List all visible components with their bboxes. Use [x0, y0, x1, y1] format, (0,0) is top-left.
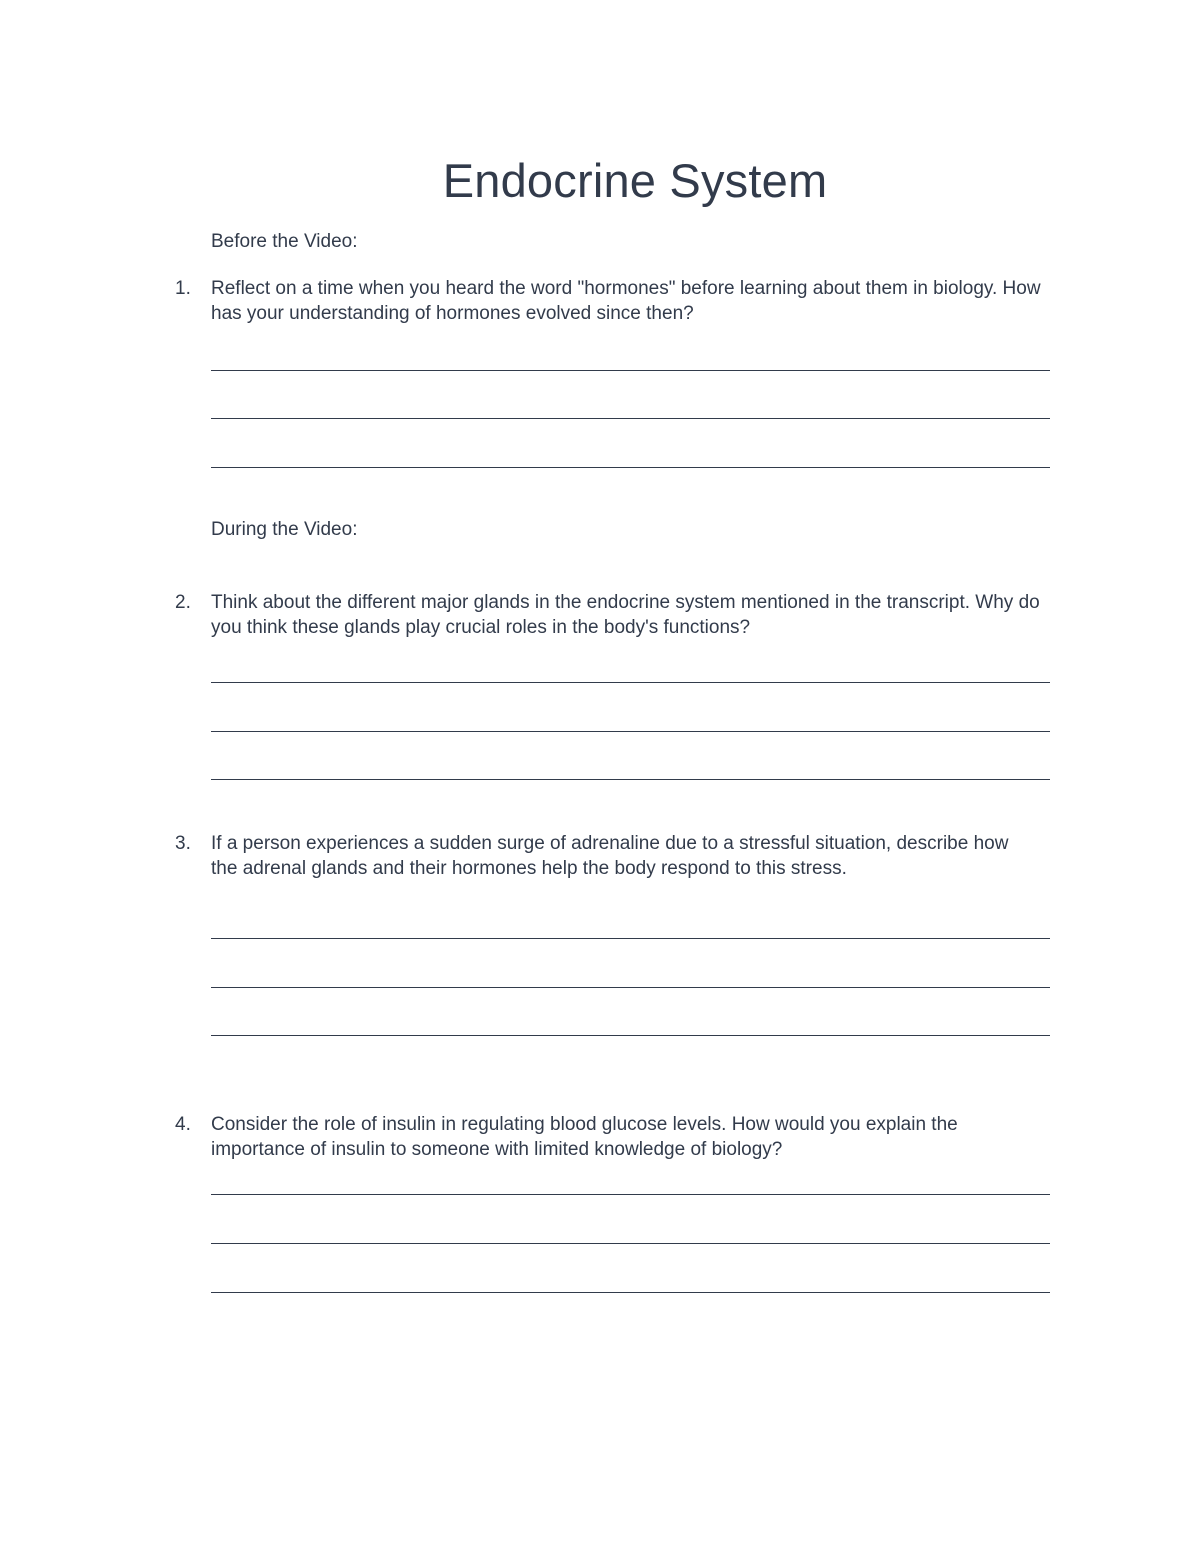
question-4: [175, 1112, 1045, 1162]
question-2: [175, 590, 1045, 640]
answer-line[interactable]: [211, 779, 1050, 780]
section-label-before-video: Before the Video:: [211, 231, 358, 252]
question-3: [175, 831, 1045, 881]
answer-line[interactable]: [211, 1035, 1050, 1036]
answer-line[interactable]: [211, 1243, 1050, 1244]
section-label-during-video: During the Video:: [211, 519, 358, 540]
answer-line[interactable]: [211, 1194, 1050, 1195]
question-1: [175, 276, 1045, 326]
question-number: 2.: [175, 592, 191, 613]
answer-line[interactable]: [211, 682, 1050, 683]
question-number: 4.: [175, 1114, 191, 1135]
question-text: Reflect on a time when you heard the word "hormones" before learning about them in biology. How has your understanding of hormones evolved since then?: [211, 278, 1041, 324]
question-text: If a person experiences a sudden surge of adrenaline due to a stressful situation, describe how the adrenal glands and their hormones help the body respond to this stress.: [211, 833, 1009, 879]
page-title: Endocrine System: [442, 154, 828, 207]
answer-line[interactable]: [211, 370, 1050, 371]
question-number: 3.: [175, 833, 191, 854]
question-text: Think about the different major glands in the endocrine system mentioned in the transcript. Why do you think these glands play crucial roles in the body's functions?: [211, 592, 1040, 638]
answer-line[interactable]: [211, 467, 1050, 468]
answer-line[interactable]: [211, 938, 1050, 939]
question-text: Consider the role of insulin in regulating blood glucose levels. How would you explain the importance of insulin to someone with limited knowledge of biology?: [211, 1114, 958, 1160]
answer-line[interactable]: [211, 731, 1050, 732]
question-number: 1.: [175, 278, 191, 299]
answer-line[interactable]: [211, 418, 1050, 419]
answer-line[interactable]: [211, 1292, 1050, 1293]
answer-line[interactable]: [211, 987, 1050, 988]
